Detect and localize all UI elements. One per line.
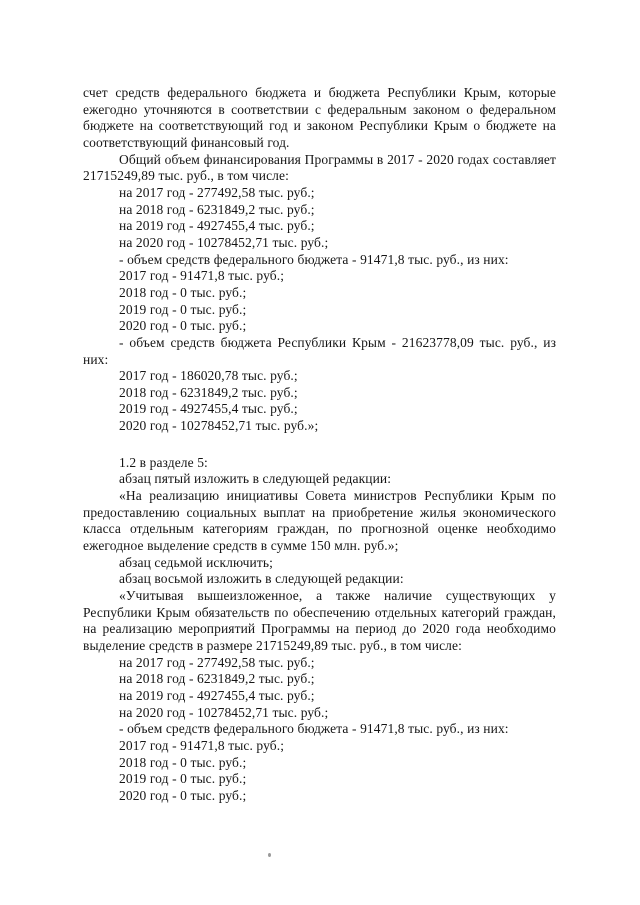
document-line: 2018 год - 0 тыс. руб.; bbox=[119, 754, 247, 770]
document-line: «На реализацию инициативы Совета министров Республики Крым по bbox=[119, 488, 556, 504]
document-line: бюджете на соответствующий год и законом Республики Крым о бюджете на bbox=[83, 118, 556, 134]
document-line: Республики Крым обязательств по обеспечению отдельных категорий граждан, bbox=[83, 604, 556, 620]
document-line: на 2018 год - 6231849,2 тыс. руб.; bbox=[119, 671, 315, 687]
document-line: на 2019 год - 4927455,4 тыс. руб.; bbox=[119, 218, 315, 234]
document-line: абзац пятый изложить в следующей редакции: bbox=[119, 471, 392, 487]
document-line: 2017 год - 91471,8 тыс. руб.; bbox=[119, 737, 285, 753]
document-line: абзац седьмой исключить; bbox=[119, 554, 273, 570]
document-line: счет средств федерального бюджета и бюджета Республики Крым, которые bbox=[83, 85, 556, 100]
document-line: на 2019 год - 4927455,4 тыс. руб.; bbox=[119, 687, 315, 703]
document-line: - объем средств бюджета Республики Крым - 21623778,09 тыс. руб., из bbox=[119, 334, 556, 350]
document-line: ежегодно уточняются в соответствии с федеральным законом о федеральном bbox=[83, 101, 556, 117]
document-line: 2019 год - 4927455,4 тыс. руб.; bbox=[119, 401, 298, 417]
document-line: абзац восьмой изложить в следующей редакции: bbox=[119, 571, 404, 587]
document-line: них: bbox=[83, 351, 109, 367]
document-line: на 2017 год - 277492,58 тыс. руб.; bbox=[119, 184, 315, 200]
document-line: класса отдельным категориям граждан, по прогнозной оценке необходимо bbox=[83, 521, 556, 537]
document-line: 21715249,89 тыс. руб., в том числе: bbox=[83, 168, 289, 184]
document-line: на 2018 год - 6231849,2 тыс. руб.; bbox=[119, 201, 315, 217]
document-line: 2017 год - 186020,78 тыс. руб.; bbox=[119, 368, 298, 384]
blank-line bbox=[83, 435, 556, 455]
document-line: на 2020 год - 10278452,71 тыс. руб.; bbox=[119, 234, 329, 250]
document-line: предоставлению социальных выплат на приобретение жилья экономического bbox=[83, 504, 556, 520]
document-line: 1.2 в разделе 5: bbox=[119, 454, 208, 470]
document-line: ежегодное выделение средств в сумме 150 млн. руб.»; bbox=[83, 538, 399, 554]
document-line: «Учитывая вышеизложенное, а также наличие существующих у bbox=[119, 588, 556, 604]
document-line: 2020 год - 0 тыс. руб.; bbox=[119, 318, 247, 334]
document-line: - объем средств федерального бюджета - 91471,8 тыс. руб., из них: bbox=[119, 721, 509, 737]
document-line: 2018 год - 6231849,2 тыс. руб.; bbox=[119, 384, 298, 400]
document-line: на 2020 год - 10278452,71 тыс. руб.; bbox=[119, 704, 329, 720]
document-line: на 2017 год - 277492,58 тыс. руб.; bbox=[119, 654, 315, 670]
document-line: 2020 год - 10278452,71 тыс. руб.»; bbox=[119, 418, 319, 434]
document-line: 2020 год - 0 тыс. руб.; bbox=[119, 787, 247, 803]
document-line: на реализацию мероприятий Программы на период до 2020 года необходимо bbox=[83, 621, 556, 637]
document-line: 2019 год - 0 тыс. руб.; bbox=[119, 301, 247, 317]
document-line: 2018 год - 0 тыс. руб.; bbox=[119, 284, 247, 300]
document-line: 2017 год - 91471,8 тыс. руб.; bbox=[119, 268, 285, 284]
document-line: выделение средств в размере 21715249,89 тыс. руб., в том числе: bbox=[83, 638, 462, 653]
document-line: соответствующий финансовый год. bbox=[83, 134, 290, 150]
document-line: Общий объем финансирования Программы в 2017 - 2020 годах составляет bbox=[119, 151, 556, 167]
document-line: - объем средств федерального бюджета - 91471,8 тыс. руб., из них: bbox=[119, 251, 509, 267]
scan-artifact-dot bbox=[268, 853, 271, 857]
document-line: 2019 год - 0 тыс. руб.; bbox=[119, 771, 247, 787]
